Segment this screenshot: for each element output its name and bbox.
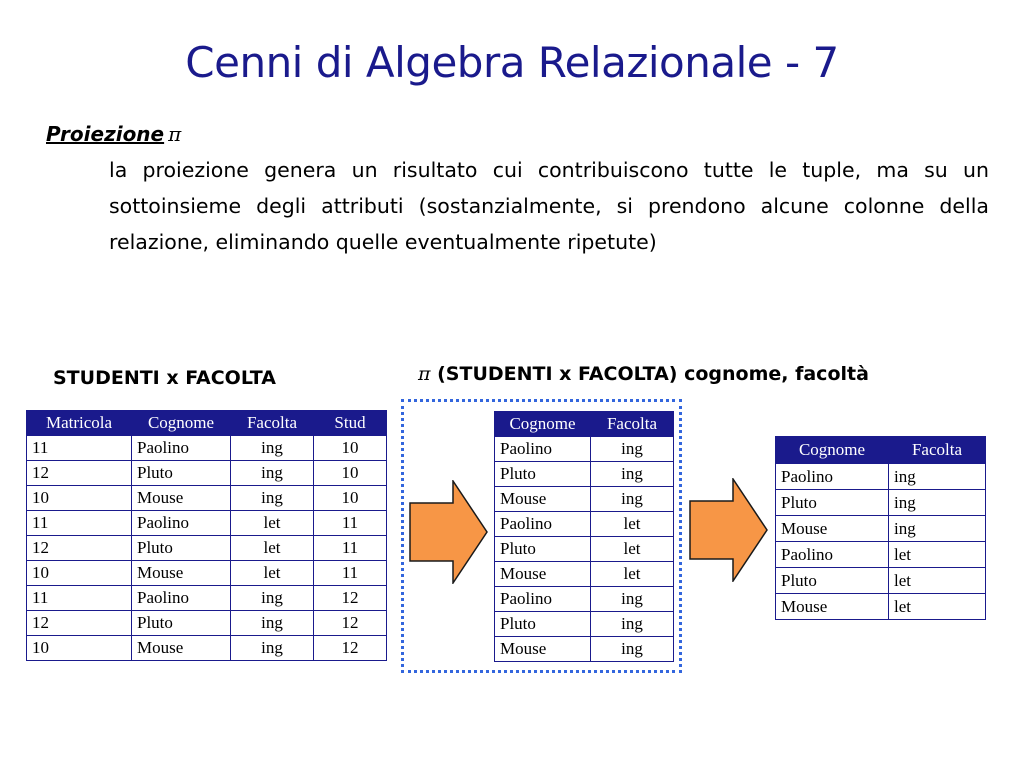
table-cell: ing [231, 461, 314, 486]
description-text: la proiezione genera un risultato cui contribuiscono tutte le tuple, ma su un sottoinsieme degli attributi (sostanzialmente, si prendono alcune colonne della relazione, eliminando quelle eventualmente ripetute) [109, 158, 989, 254]
table-row [495, 587, 674, 612]
table-cell: Pluto [495, 462, 591, 487]
table-cell: ing [591, 637, 674, 662]
table-row [495, 637, 674, 662]
column-header: Facolta [889, 437, 986, 464]
table-row [495, 512, 674, 537]
table-cell: 10 [314, 461, 387, 486]
table-cell: Mouse [495, 637, 591, 662]
table-cell: Pluto [776, 568, 889, 594]
table-cell: let [591, 562, 674, 587]
table-cartesian-product [26, 410, 387, 661]
table-cell: ing [591, 612, 674, 637]
table-cell: 11 [314, 511, 387, 536]
table-cell: Mouse [495, 562, 591, 587]
table-cell: ing [591, 437, 674, 462]
column-header: Cognome [495, 412, 591, 437]
table-cell: 12 [27, 536, 132, 561]
slide-title: Cenni di Algebra Relazionale - 7 [185, 38, 839, 87]
column-header: Matricola [27, 411, 132, 436]
table-cell: Pluto [132, 536, 231, 561]
table-cell: let [231, 536, 314, 561]
table-cell: Paolino [495, 512, 591, 537]
column-header: Cognome [776, 437, 889, 464]
table-cell: let [889, 594, 986, 620]
table-cell: let [591, 512, 674, 537]
table-row [27, 636, 387, 661]
table-cell: 10 [314, 436, 387, 461]
table-cell: ing [231, 611, 314, 636]
table-cell: Mouse [132, 561, 231, 586]
table-cell: ing [889, 490, 986, 516]
table-cell: 12 [27, 461, 132, 486]
column-header: Facolta [591, 412, 674, 437]
table-row [27, 586, 387, 611]
table-row [495, 462, 674, 487]
table-cell: 10 [27, 486, 132, 511]
table-cell: Mouse [132, 636, 231, 661]
table-cell: ing [231, 636, 314, 661]
table-cell: Pluto [495, 537, 591, 562]
table-row [27, 486, 387, 511]
table-cell: 12 [27, 611, 132, 636]
table-row [27, 511, 387, 536]
table-row [776, 542, 986, 568]
table-cell: 12 [314, 636, 387, 661]
table-cell: ing [591, 487, 674, 512]
table-cell: 10 [314, 486, 387, 511]
table-row [27, 536, 387, 561]
table-row [495, 612, 674, 637]
table-cell: 10 [27, 636, 132, 661]
table-cell: Mouse [495, 487, 591, 512]
right-arrow-icon [689, 478, 769, 582]
table-cell: Pluto [132, 611, 231, 636]
table-row [495, 537, 674, 562]
table-cell: 12 [314, 586, 387, 611]
column-header: Facolta [231, 411, 314, 436]
table-cell: ing [889, 516, 986, 542]
table-cell: let [889, 542, 986, 568]
table-cell: 10 [27, 561, 132, 586]
table-cell: Paolino [776, 542, 889, 568]
table-cell: Mouse [776, 594, 889, 620]
table-cell: let [591, 537, 674, 562]
table-cell: let [889, 568, 986, 594]
table-cell: let [231, 561, 314, 586]
table-cell: Paolino [132, 586, 231, 611]
table-cell: let [231, 511, 314, 536]
table-projection-raw [494, 411, 674, 662]
label-cartesian-product: STUDENTI x FACOLTA [53, 367, 276, 389]
table-row [776, 516, 986, 542]
table-row [27, 461, 387, 486]
table-cell: 11 [27, 511, 132, 536]
table-cell: 11 [314, 536, 387, 561]
table-cell: 12 [314, 611, 387, 636]
table-row [27, 436, 387, 461]
table-header-row [495, 412, 674, 437]
table-row [776, 464, 986, 490]
table-row [27, 611, 387, 636]
table-cell: Mouse [776, 516, 889, 542]
table-cell: 11 [27, 436, 132, 461]
column-header: Stud [314, 411, 387, 436]
pi-symbol: π [418, 363, 431, 385]
table-cell: ing [889, 464, 986, 490]
table-cell: 11 [314, 561, 387, 586]
table-header-row [776, 437, 986, 464]
table-cell: ing [231, 436, 314, 461]
table-row [495, 437, 674, 462]
table-cell: Paolino [132, 511, 231, 536]
table-cell: 11 [27, 586, 132, 611]
table-cell: Mouse [132, 486, 231, 511]
table-cell: ing [591, 462, 674, 487]
table-cell: ing [231, 486, 314, 511]
table-cell: Paolino [776, 464, 889, 490]
table-cell: ing [231, 586, 314, 611]
table-cell: Pluto [776, 490, 889, 516]
pi-symbol: π [168, 122, 182, 146]
projection-text: (STUDENTI x FACOLTA) cognome, facoltà [430, 363, 869, 385]
table-row [776, 568, 986, 594]
table-cell: Pluto [132, 461, 231, 486]
table-projection-result [775, 436, 986, 620]
table-cell: Paolino [495, 587, 591, 612]
heading-text: Proiezione [46, 122, 165, 146]
table-row [495, 562, 674, 587]
table-cell: Paolino [495, 437, 591, 462]
table-cell: ing [591, 587, 674, 612]
section-heading [46, 122, 181, 146]
table-header-row [27, 411, 387, 436]
column-header: Cognome [132, 411, 231, 436]
table-row [495, 487, 674, 512]
table-row [776, 490, 986, 516]
table-row [776, 594, 986, 620]
table-row [27, 561, 387, 586]
table-cell: Pluto [495, 612, 591, 637]
label-projection [418, 363, 869, 385]
table-cell: Paolino [132, 436, 231, 461]
